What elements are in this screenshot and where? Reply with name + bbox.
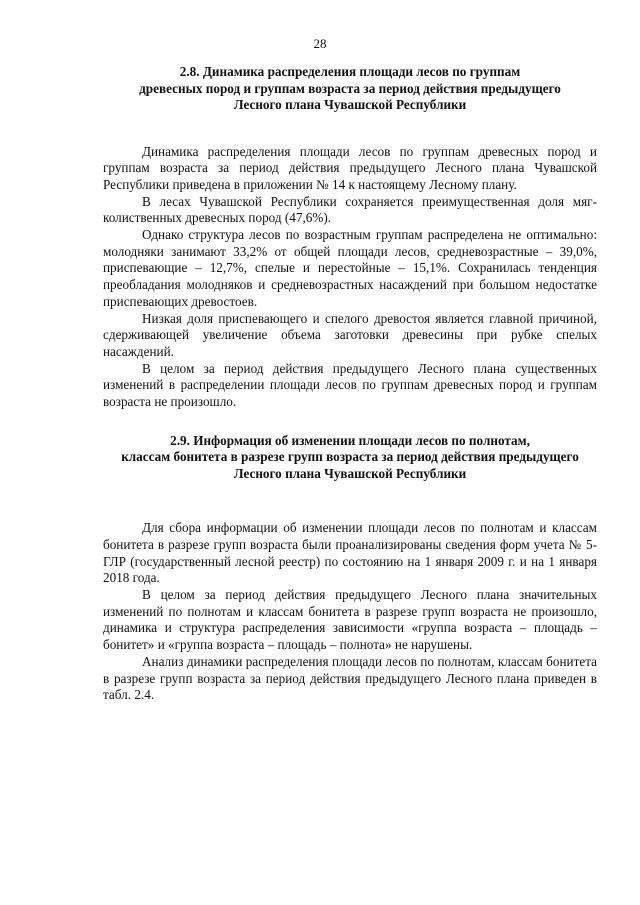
section-2-8-paragraph-3: Однако структура лесов по возрастным группам распределена не оптимально: молодняки занимают 33,2% от общей площади лесов, средневозрастные – 39,0%, приспевающие – 12,7%, спелые и перестойные – 15,1%. Сохранилась тенденция преобладания молодняков и средневозрастных насаждений при большом недостатке приспевающих древостоев. — [103, 227, 597, 309]
section-2-9-paragraph-1: Для сбора информации об изменении площади лесов по полнотам и классам бонитета в разрезе групп возраста были проанализированы сведения форм учета № 5-ГЛР (государственный лесной реестр) по состоянию на 1 января 2009 г. и на 1 января 2018 года. — [103, 520, 597, 586]
section-2-8-title-line-2: древесных пород и группам возраста за период действия предыдущего — [139, 80, 561, 96]
spacer — [103, 482, 597, 520]
section-2-8-paragraph-2: В лесах Чувашской Республики сохраняется преимущественная доля мягколиственных древесных пород (47,6%). — [103, 193, 597, 226]
section-2-8-title-line-3: Лесного плана Чувашской Республики — [233, 97, 467, 112]
section-2-9-title-line-1: 2.9. Информация об изменении площади лесов по полнотам, — [170, 432, 530, 448]
section-2-9-paragraph-3: Анализ динамики распределения площади лесов по полнотам, классам бонитета в разрезе групп возраста за период действия предыдущего Лесного плана приведен в табл. 2.4. — [103, 653, 597, 703]
page-number: 28 — [313, 36, 327, 51]
section-2-9-title-line-2: классам бонитета в разрезе групп возраста за период действия предыдущего — [121, 449, 579, 465]
spacer — [103, 411, 597, 433]
page-content — [103, 64, 597, 704]
section-2-8-paragraph-4: Низкая доля приспевающего и спелого древостоя является главной причиной, сдерживающей увеличение объема заготовки древесины при рубке спелых насаждений. — [103, 310, 597, 359]
section-2-9-title — [103, 433, 597, 483]
section-2-8-title-line-1: 2.8. Динамика распределения площади лесов по группам — [179, 64, 521, 79]
spacer — [103, 114, 597, 144]
section-2-8-title — [103, 64, 597, 114]
section-2-8-paragraph-5: В целом за период действия предыдущего Лесного плана существенных изменений в распределении площади лесов по группам древесных пород и группам возраста не произошло. — [103, 360, 597, 410]
section-2-9-paragraph-2: В целом за период действия предыдущего Лесного плана значительных изменений по полнотам и классам бонитета в разрезе групп возраста не произошло, динамика и структура распределения зависимости «группа возраста – площадь – бонитет» и «группа возраста – площадь – полнота» не нарушены. — [103, 587, 597, 653]
section-2-9-title-line-3: Лесного плана Чувашской Республики — [233, 465, 467, 481]
section-2-8-paragraph-1: Динамика распределения площади лесов по группам древесных пород и группам возраста за период действия предыдущего Лесного плана Чувашской Республики приведена в приложении № 14 к настоящему Лесному плану. — [103, 143, 597, 192]
